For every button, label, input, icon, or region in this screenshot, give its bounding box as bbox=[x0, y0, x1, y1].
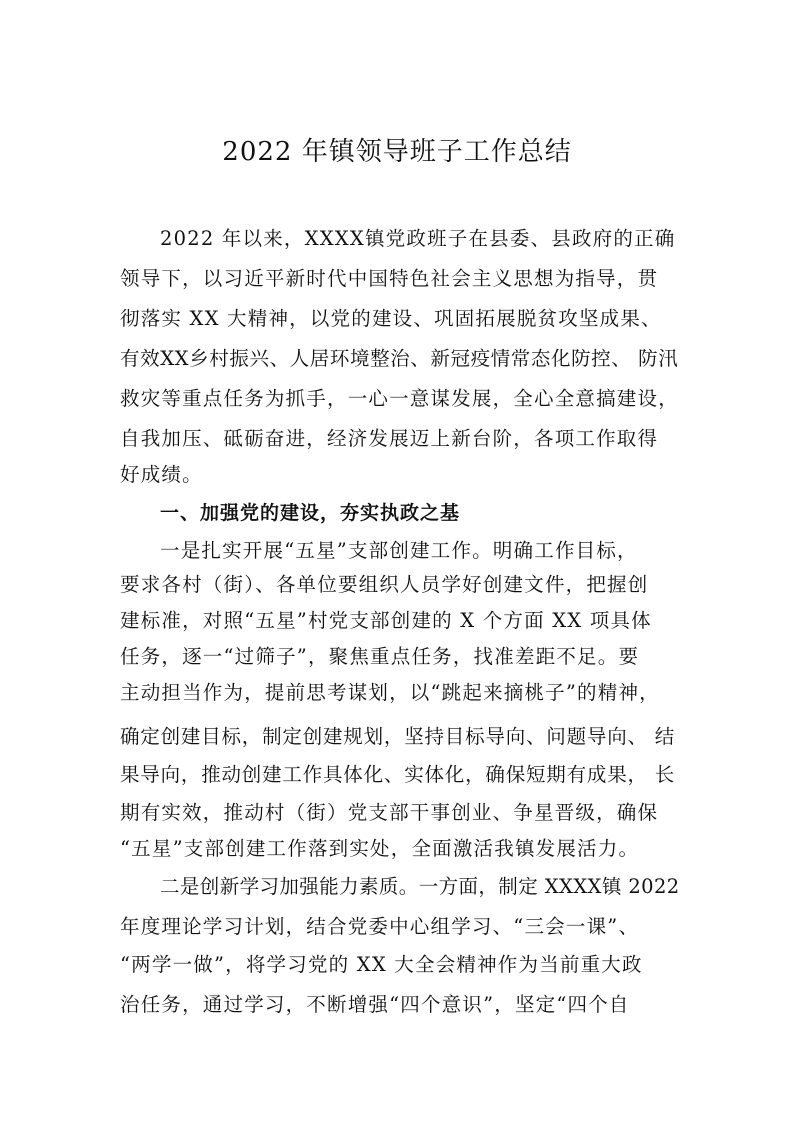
paragraph-line: 彻落实 XX 大精神，以党的建设、巩固拓展脱贫攻坚成果、 bbox=[120, 307, 662, 330]
paragraph-line: 有效XX乡村振兴、人居环境整治、新冠疫情常态化防控、 防汛 bbox=[120, 347, 679, 370]
paragraph-line: 期有实效，推动村（街）党支部干事创业、争星晋级，确保 bbox=[120, 801, 659, 824]
paragraph-line: 果导向，推动创建工作具体化、实体化，确保短期有成果， 长 bbox=[120, 763, 676, 786]
section-heading: 一、加强党的建设，夯实执政之基 bbox=[160, 502, 461, 524]
paragraph-line: “两学一做”，将学习党的 XX 大全会精神作为当前重大政 bbox=[120, 953, 643, 976]
paragraph-line: 自我加压、砥砺奋进，经济发展迈上新台阶，各项工作取得 bbox=[120, 427, 659, 450]
paragraph-line: 领导下，以习近平新时代中国特色社会主义思想为指导，贯 bbox=[120, 267, 659, 290]
paragraph-line: 一是扎实开展“五星”支部创建工作。明确工作目标， bbox=[160, 539, 638, 562]
paragraph-line: 2022 年以来，XXXX镇党政班子在县委、县政府的正确 bbox=[160, 227, 676, 250]
paragraph-line: 建标准，对照“五星”村党支部创建的 X 个方面 XX 项具体 bbox=[120, 609, 652, 632]
paragraph-line: “五星”支部创建工作落到实处，全面激活我镇发展活力。 bbox=[120, 837, 640, 860]
paragraph-line: 年度理论学习计划，结合党委中心组学习、“三会一课”、 bbox=[120, 915, 640, 938]
paragraph-line: 任务，逐一“过筛子”，聚焦重点任务，找准差距不足。要 bbox=[120, 645, 640, 668]
document-title: 2022 年镇领导班子工作总结 bbox=[222, 137, 572, 167]
paragraph-line: 确定创建目标，制定创建规划，坚持目标导向、问题导向、 结 bbox=[120, 725, 676, 748]
paragraph-line: 二是创新学习加强能力素质。一方面，制定 XXXX镇 2022 bbox=[160, 875, 680, 898]
paragraph-line: 治任务，通过学习，不断增强“四个意识”，坚定“四个自 bbox=[120, 993, 630, 1016]
paragraph-line: 救灾等重点任务为抓手，一心一意谋发展，全心全意搞建设， bbox=[120, 387, 679, 410]
paragraph-line: 好成绩。 bbox=[120, 463, 203, 486]
paragraph-line: 主动担当作为，提前思考谋划，以“跳起来摘桃子”的精神， bbox=[120, 681, 660, 704]
paragraph-line: 要求各村（街）、各单位要组织人员学好创建文件，把握创 bbox=[120, 573, 649, 596]
